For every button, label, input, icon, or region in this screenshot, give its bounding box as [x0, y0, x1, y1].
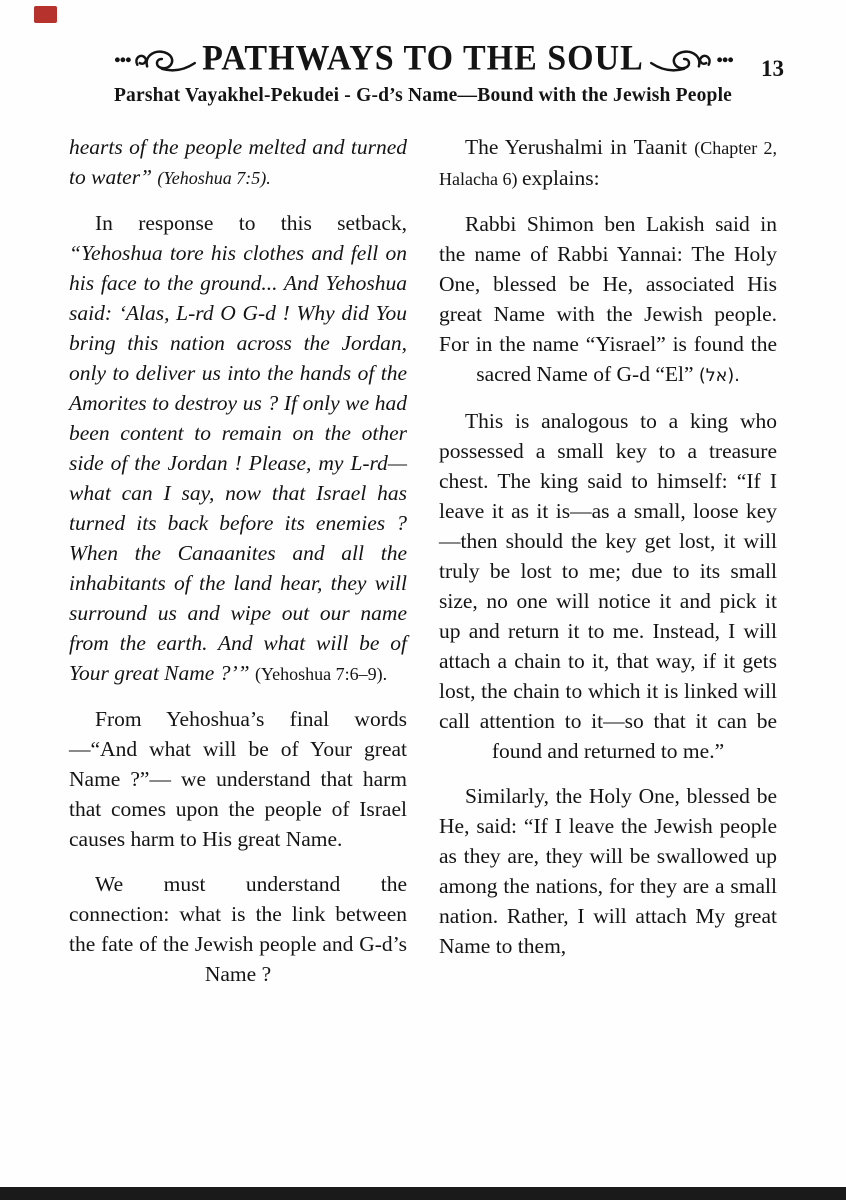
source-citation: (Chapter 2, Halacha 6): [439, 138, 777, 189]
scripture-quote: hearts of the people melted and turned to water”: [69, 135, 407, 189]
left-column: [69, 132, 407, 1004]
scripture-quote: “Yehoshua tore his clothes and fell on his face to the ground... And Yehoshua said: ‘Alas, L-rd O G-d ! Why did You bring this nation across the Jordan, only to deliver us into the hands of the Amorites to destroy us ? If only we had been content to remain on the other side of the Jordan ! Please, my L-rd—what can I say, now that Israel has turned its back before its enemies ? When the Canaanites and all the inhabitants of the land hear, they will surround us and wipe out our name from the earth. And what will be of Your great Name ?’”: [69, 241, 407, 685]
scan-bottom-edge: [0, 1187, 846, 1200]
flourish-left-icon: [134, 44, 198, 74]
flourish-right-icon: [648, 44, 712, 74]
paragraph-text: We must understand the connection: what is the link between the fate of the Jewish people and G-d’s Name ?: [69, 872, 407, 986]
chapter-subtitle: Parshat Vayakhel-Pekudei - G-d’s Name—Bound with the Jewish People: [113, 85, 733, 106]
hebrew-word: (אל).: [698, 366, 740, 386]
paragraph: [69, 869, 407, 989]
paragraph-text: Similarly, the Holy One, blessed be He, said: “If I leave the Jewish people as they are, they will be swallowed up among the nations, for they are a small nation. Rather, I will attach My great Name to them,: [439, 784, 777, 958]
paragraph-continuation: [69, 132, 407, 193]
paragraph: [69, 208, 407, 689]
paragraph-text: This is analogous to a king who possessed a small key to a treasure chest. The king said to himself: “If I leave it as it is—as a small, loose key—then should the key get lost, it will truly be lost to me; due to its small size, no one will notice it and pick it up and return it to me. Instead, I will attach a chain to it, that way, if it gets lost, the chain to which it is linked will call attention to it—so that it can be found and returned to me.”: [439, 409, 777, 763]
text-columns: [0, 132, 846, 1004]
paragraph: [439, 209, 777, 391]
ornament-dots-left: ...: [113, 36, 131, 69]
paragraph-text: explains:: [521, 166, 600, 190]
narrative-lead: In response to this setback,: [95, 211, 407, 235]
paragraph-text: Rabbi Shimon ben Lakish said in the name of Rabbi Yannai: The Holy One, blessed be He, associated His great Name with the Jewish people. For in the name “Yisrael” is found the sacred Name of G-d “El”: [439, 212, 777, 386]
title-row: [0, 36, 846, 78]
ornament-dots-right: ...: [715, 36, 733, 69]
scripture-citation: (Yehoshua 7:5).: [157, 168, 271, 188]
page-number: 13: [761, 56, 784, 81]
paragraph: [439, 781, 777, 961]
right-column: [439, 132, 777, 1004]
book-title: PATHWAYS TO THE SOUL: [202, 39, 644, 78]
paragraph: [69, 704, 407, 854]
paragraph-text: From Yehoshua’s final words—“And what will be of Your great Name ?”— we understand that harm that comes upon the people of Israel causes harm to His great Name.: [69, 707, 407, 851]
paragraph: [439, 132, 777, 194]
paragraph: [439, 406, 777, 766]
page-header: [0, 0, 846, 107]
paragraph-text: The Yerushalmi in Taanit: [465, 135, 695, 159]
scripture-citation: (Yehoshua 7:6–9).: [254, 664, 388, 684]
